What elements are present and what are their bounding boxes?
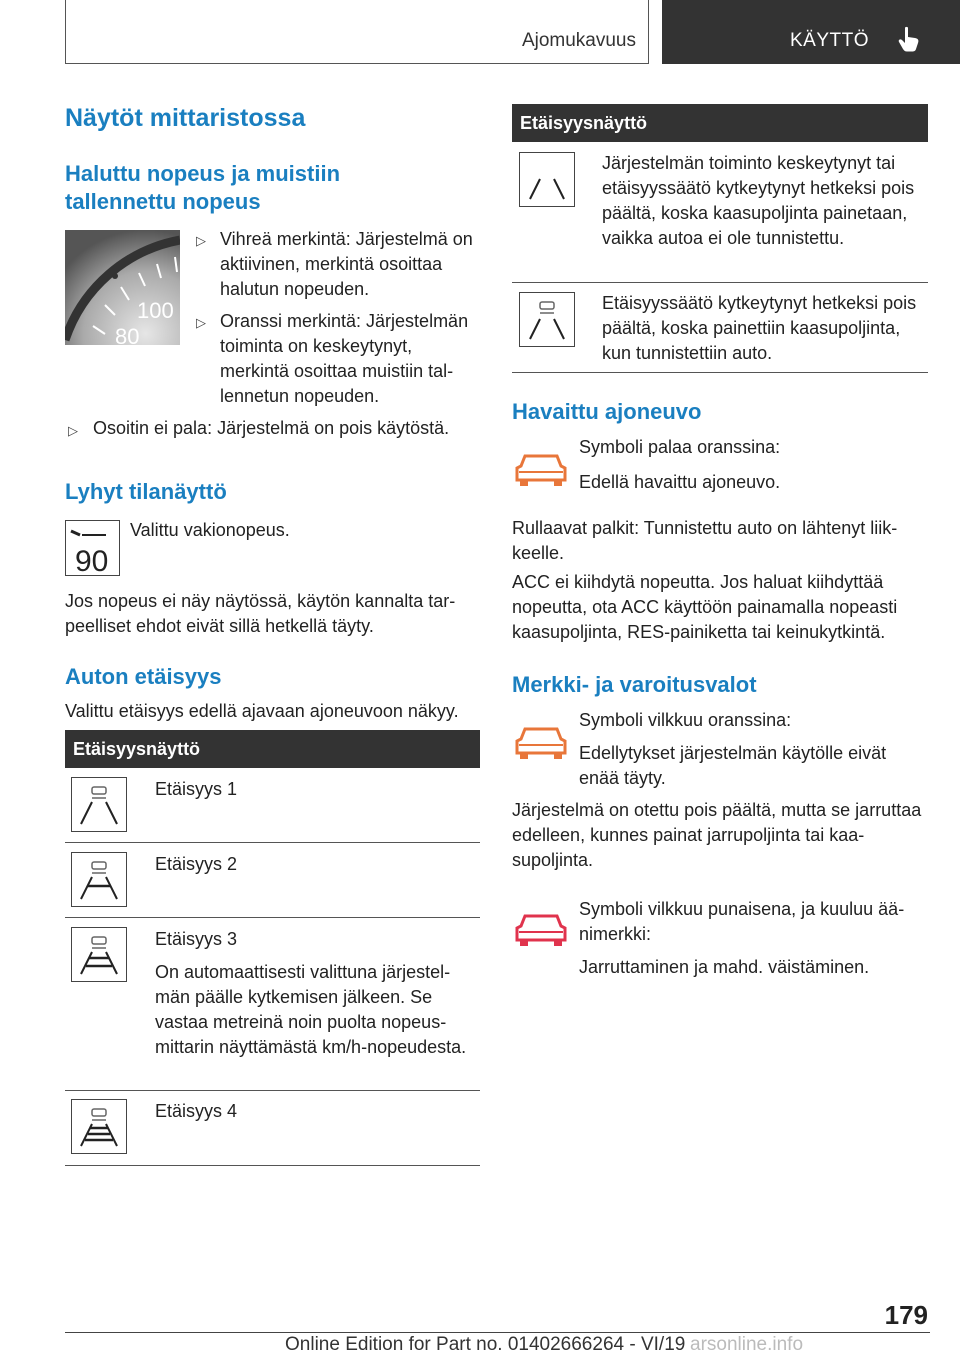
detected-line-1: Symboli palaa oranssina:: [579, 437, 781, 457]
page-title: Näytöt mittaristossa: [65, 104, 306, 132]
warning-2-line-1: Symboli vilkkuu punaisena, ja kuuluu äänimerkki:: [579, 899, 905, 944]
distance-2-icon: [71, 852, 127, 907]
table-divider: [512, 282, 928, 283]
footer-rule: [65, 1332, 930, 1333]
header-chapter-tab: [662, 0, 960, 64]
bullet-off: Osoitin ei pala: Järjestelmä on pois käytöstä.: [93, 418, 450, 438]
distance-3-icon: [71, 927, 127, 982]
distance-2-label: Etäisyys 2: [155, 854, 238, 874]
header-section: Ajomukavuus: [521, 30, 636, 51]
bullet-green: Vihreä merkintä: Järjestelmä on aktiivinen, merkintä osoittaa halutun nopeuden.: [220, 229, 473, 299]
short-status-text: Valittu vakionopeus.: [130, 520, 290, 540]
bullet-triangle-icon: ▷: [196, 233, 206, 248]
section-heading-speed: Haluttu nopeus ja muistiin tallennettu nopeus: [65, 161, 341, 214]
distance-3-label: Etäisyys 3: [155, 929, 238, 949]
status-row-2-text: Etäisyyssäätö kytkeytynyt hetkeksi pois päältä, koska painettiin kaasupoljinta, kun tunnistettiin auto.: [602, 293, 917, 363]
detected-vehicle-orange-icon: [515, 450, 567, 488]
warning-vehicle-orange-icon: [515, 723, 567, 761]
watermark: arsonline.info: [690, 1334, 804, 1355]
speed-90-icon: [65, 520, 120, 576]
gauge-label-100: 100: [137, 298, 174, 323]
section-heading-distance: Auton etäisyys: [65, 664, 222, 689]
warning-note: Järjestelmä on otettu pois päältä, mutta se jarruttaa edelleen, kunnes painat jarrupoljinta tai kaasupoljinta.: [512, 800, 922, 870]
distance-4-icon: [71, 1099, 127, 1154]
warning-vehicle-red-icon: [515, 910, 567, 948]
warning-1-line-2: Edellytykset järjestelmän käytölle eivät enää täyty.: [579, 743, 887, 788]
acc-interrupted-icon: [519, 152, 575, 207]
gauge-label-80: 80: [115, 324, 140, 345]
table-divider: [512, 372, 928, 373]
acc-note: ACC ei kiihdytä nopeutta. Jos haluat kiihdyttää nopeutta, ota ACC käyttöön painamalla nopeasti kaasupoljinta, RES-painiketta tai keinukytkintä.: [512, 572, 898, 642]
speed-icon-text: 90: [75, 545, 109, 575]
bullet-triangle-icon: ▷: [68, 423, 78, 438]
bullet-triangle-icon: ▷: [196, 315, 206, 330]
warning-1-line-1: Symboli vilkkuu oranssina:: [579, 710, 792, 730]
table-divider: [65, 1165, 480, 1166]
status-table-header: Etäisyysnäyttö: [512, 104, 928, 142]
section-heading-detected: Havaittu ajoneuvo: [512, 399, 702, 424]
edition-text: Online Edition for Part no. 01402666264 - VI/19: [285, 1334, 686, 1355]
detected-line-2: Edellä havaittu ajoneuvo.: [579, 472, 781, 492]
distance-4-label: Etäisyys 4: [155, 1101, 238, 1121]
distance-table-header: Etäisyysnäyttö: [65, 730, 480, 768]
section-heading-warnings: Merkki- ja varoitusvalot: [512, 672, 757, 697]
table-divider: [65, 842, 480, 843]
distance-3-description: On automaattisesti valittuna järjestelmän päälle kytkemisen jälkeen. Se vastaa metreinä noin puolta nopeusmittarin näyttämästä km/h-nopeudesta.: [155, 962, 467, 1057]
table-divider: [65, 1090, 480, 1091]
distance-1-icon: [71, 777, 127, 832]
bullet-orange: Oranssi merkintä: Järjestelmän toiminta on keskeytynyt, merkintä osoittaa muistiin tallennetun nopeuden.: [220, 311, 469, 406]
header-chapter-label: KÄYTTÖ: [790, 30, 870, 51]
speedometer-image: [65, 230, 180, 345]
speed-note: Jos nopeus ei näy näytössä, käytön kannalta tarpeelliset ehdot eivät sillä hetkellä täyty.: [65, 591, 456, 636]
status-row-1-text: Järjestelmän toiminto keskeytynyt tai etäisyyssäätö kytkeytynyt hetkeksi pois päältä, koska kaasupoljinta painetaan, vaikka autoa ei ole tunnistettu.: [602, 153, 915, 248]
section-heading-short-status: Lyhyt tilanäyttö: [65, 479, 227, 504]
distance-1-label: Etäisyys 1: [155, 779, 238, 799]
page-number: 179: [884, 1300, 928, 1330]
table-divider: [65, 917, 480, 918]
warning-2-line-2: Jarruttaminen ja mahd. väistäminen.: [579, 957, 870, 977]
distance-intro: Valittu etäisyys edellä ajavaan ajoneuvoon näkyy.: [65, 701, 459, 721]
rolling-bars-text: Rullaavat palkit: Tunnistettu auto on lähtenyt liikkeelle.: [512, 518, 898, 563]
hand-pointer-icon: [898, 26, 920, 52]
acc-paused-car-icon: [519, 292, 575, 347]
